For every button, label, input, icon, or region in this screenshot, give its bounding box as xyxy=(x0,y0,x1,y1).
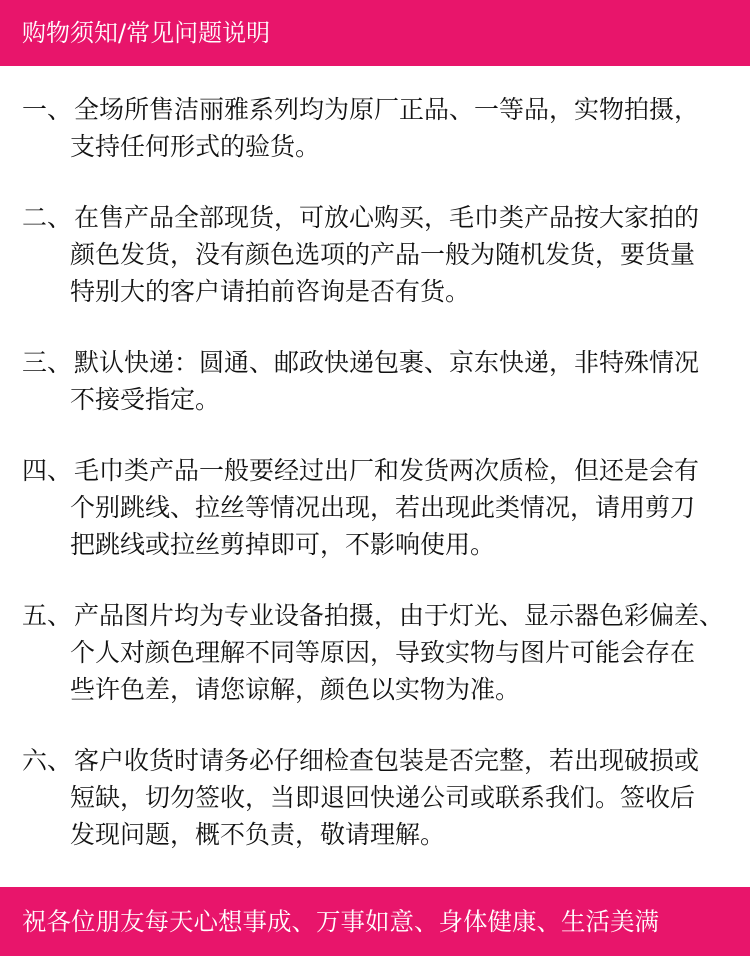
faq-item-line: 不接受指定。 xyxy=(70,385,221,414)
faq-item-line: 特别大的客户请拍前咨询是否有货。 xyxy=(70,277,471,306)
faq-item xyxy=(0,199,750,310)
faq-item-line: 短缺，切勿签收，当即退回快递公司或联系我们。签收后 xyxy=(70,783,696,812)
faq-item-text xyxy=(70,199,700,310)
faq-item-line: 在售产品全部现货，可放心购买，毛巾类产品按大家拍的 xyxy=(74,203,700,232)
faq-item-number: 一、 xyxy=(22,95,73,124)
faq-item-number: 二、 xyxy=(22,203,73,232)
faq-item-number: 六、 xyxy=(22,746,73,775)
faq-item xyxy=(0,91,750,165)
faq-item-line: 个人对颜色理解不同等原因，导致实物与图片可能会存在 xyxy=(70,638,696,667)
faq-item xyxy=(0,452,750,563)
faq-item-line: 些许色差，请您谅解，颜色以实物为准。 xyxy=(70,675,521,704)
faq-list xyxy=(0,91,750,887)
faq-item-number: 三、 xyxy=(22,348,73,377)
faq-item xyxy=(0,742,750,853)
faq-item xyxy=(0,344,750,418)
faq-item-line: 全场所售洁丽雅系列均为原厂正品、一等品，实物拍摄， xyxy=(74,95,700,124)
faq-item-line: 产品图片均为专业设备拍摄，由于灯光、显示器色彩偏差、 xyxy=(74,601,725,630)
faq-item-text xyxy=(70,344,700,418)
faq-item-line: 客户收货时请务必仔细检查包装是否完整，若出现破损或 xyxy=(74,746,700,775)
faq-item xyxy=(0,597,750,708)
faq-item-line: 发现问题，概不负责，敬请理解。 xyxy=(70,820,446,849)
footer-greeting: 祝各位朋友每天心想事成、万事如意、身体健康、生活美满 xyxy=(22,907,659,936)
faq-item-line: 把跳线或拉丝剪掉即可，不影响使用。 xyxy=(70,530,496,559)
faq-item-line: 个别跳线、拉丝等情况出现，若出现此类情况，请用剪刀 xyxy=(70,493,696,522)
page-header xyxy=(0,0,750,66)
faq-item-text xyxy=(70,597,725,708)
faq-item-number: 五、 xyxy=(22,601,73,630)
faq-item-line: 默认快递：圆通、邮政快递包裹、京东快递，非特殊情况 xyxy=(74,348,700,377)
faq-item-line: 毛巾类产品一般要经过出厂和发货两次质检，但还是会有 xyxy=(74,456,700,485)
faq-item-text xyxy=(70,452,700,563)
faq-item-line: 颜色发货，没有颜色选项的产品一般为随机发货，要货量 xyxy=(70,240,696,269)
page-footer xyxy=(0,887,750,956)
faq-item-number: 四、 xyxy=(22,456,73,485)
faq-item-line: 支持任何形式的验货。 xyxy=(70,132,321,161)
faq-item-text xyxy=(70,742,700,853)
page-title: 购物须知/常见问题说明 xyxy=(22,19,271,47)
faq-item-text xyxy=(70,91,700,165)
